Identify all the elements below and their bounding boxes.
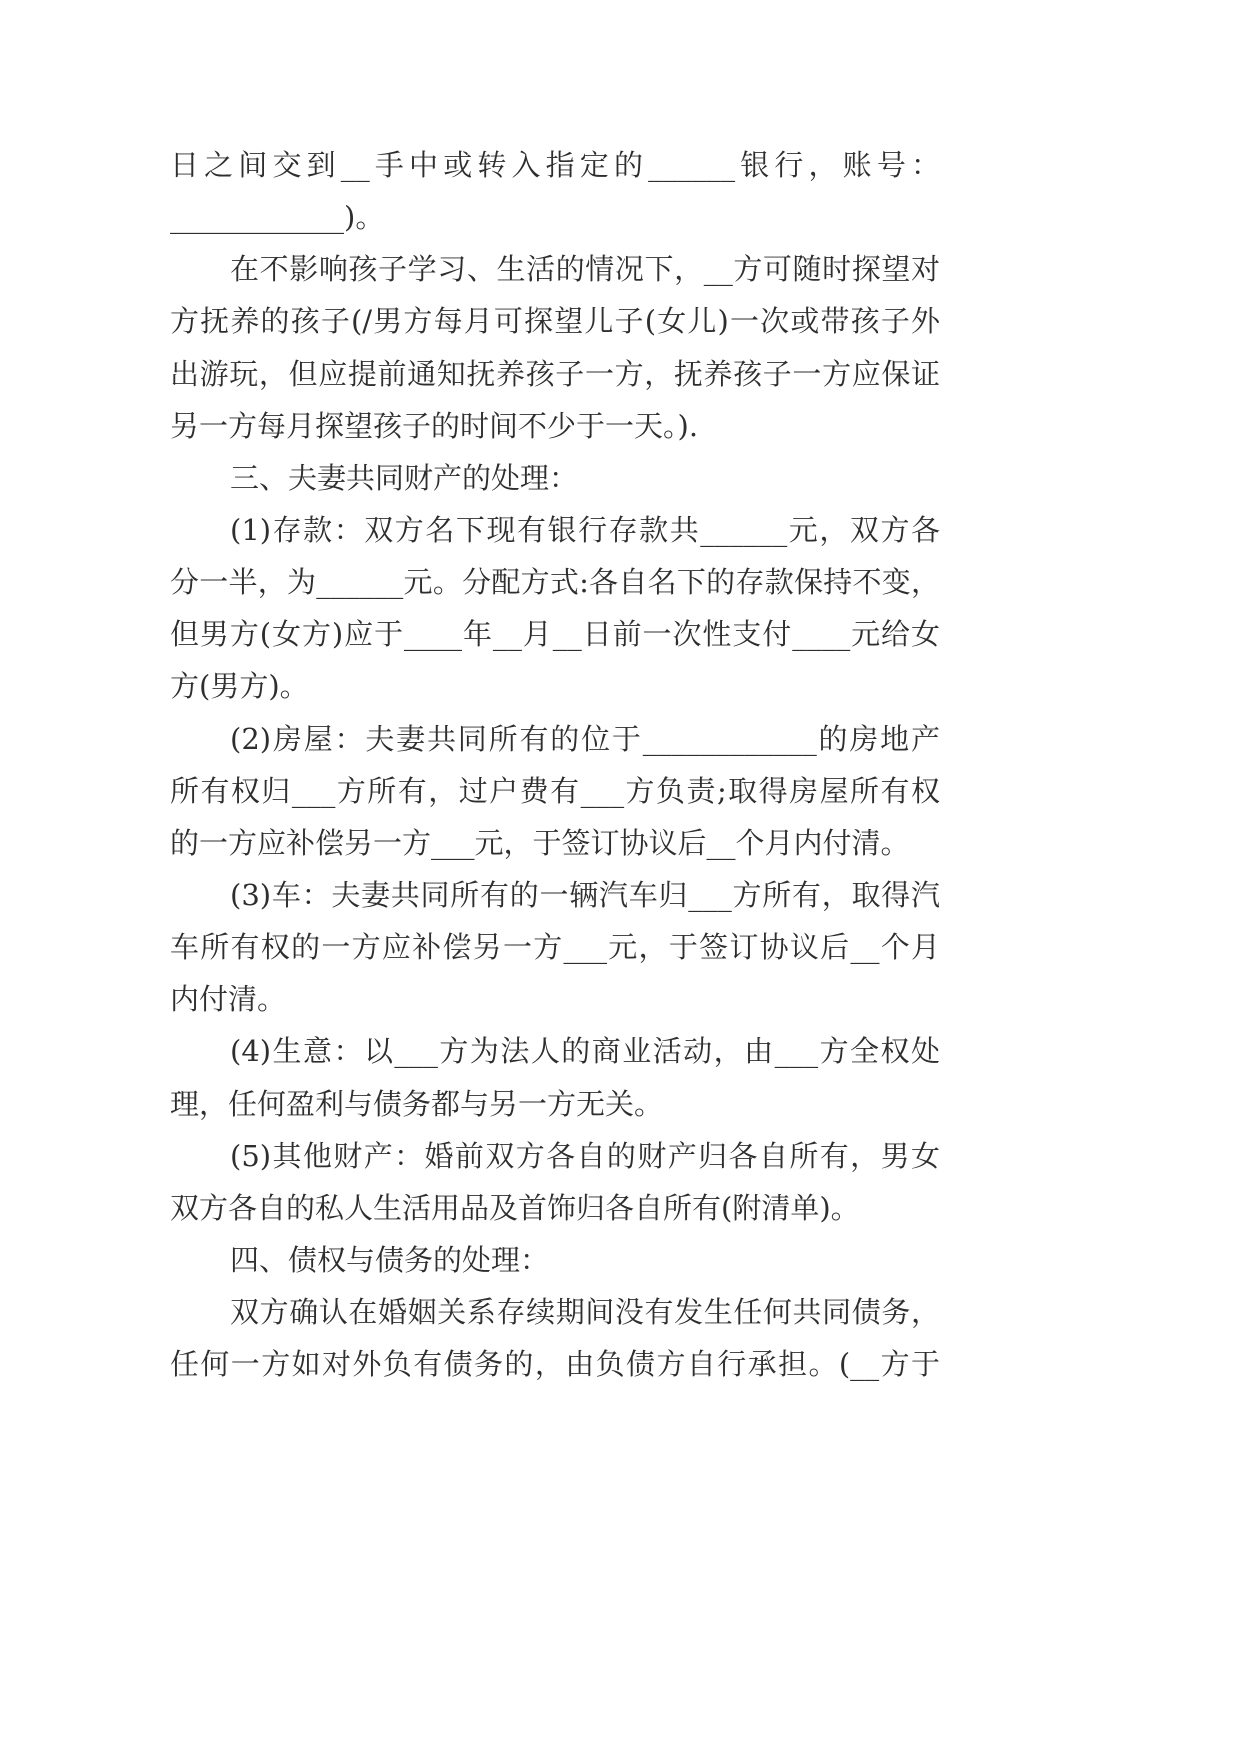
text-line: 分一半，为______元。分配方式:各自名下的存款保持不变， — [170, 565, 940, 600]
paragraph-payment-continuation — [170, 139, 940, 243]
text-line: 车所有权的一方应补偿另一方___元，于签订协议后__个月 — [170, 930, 940, 965]
text-line: 另一方每月探望孩子的时间不少于一天。). — [170, 408, 699, 443]
section-heading: 三、夫妻共同财产的处理： — [230, 460, 579, 495]
text-line: (3)车：夫妻共同所有的一辆汽车归___方所有，取得汽 — [230, 877, 940, 912]
paragraph-other-property — [170, 1130, 940, 1234]
paragraph-visitation — [170, 243, 940, 452]
text-line: 但男方(女方)应于____年__月__日前一次性支付____元给女 — [170, 617, 940, 652]
text-line: 方抚养的孩子(/男方每月可探望儿子(女儿)一次或带孩子外 — [170, 304, 940, 339]
text-line: 所有权归___方所有，过户费有___方负责;取得房屋所有权 — [170, 773, 940, 808]
text-line: ____________)。 — [170, 200, 385, 235]
text-line: (1)存款：双方名下现有银行存款共______元，双方各 — [230, 512, 940, 547]
text-line: (2)房屋：夫妻共同所有的位于____________的房地产 — [230, 721, 940, 756]
paragraph-business — [170, 1025, 940, 1129]
text-line: 日之间交到__手中或转入指定的______银行，账号： — [170, 148, 940, 182]
text-line: 出游玩，但应提前通知抚养孩子一方，抚养孩子一方应保证 — [170, 356, 940, 391]
paragraph-car — [170, 869, 940, 1025]
text-line: 任何一方如对外负有债务的，由负债方自行承担。(__方于 — [170, 1347, 940, 1382]
paragraph-debts — [170, 1286, 940, 1390]
text-line: 理，任何盈利与债务都与另一方无关。 — [170, 1086, 664, 1121]
document-body — [170, 139, 940, 1390]
text-line: 双方确认在婚姻关系存续期间没有发生任何共同债务， — [230, 1295, 940, 1330]
text-line: 双方各自的私人生活用品及首饰归各自所有(附清单)。 — [170, 1190, 860, 1225]
section-heading: 四、债权与债务的处理： — [230, 1242, 550, 1277]
text-line: 的一方应补偿另一方___元，于签订协议后__个月内付清。 — [170, 825, 910, 860]
text-line: 方(男方)。 — [170, 669, 309, 704]
paragraph-deposits — [170, 504, 940, 713]
text-line: (5)其他财产：婚前双方各自的财产归各自所有，男女 — [230, 1138, 940, 1173]
text-line: 内付清。 — [170, 982, 287, 1017]
text-line: (4)生意：以___方为法人的商业活动，由___方全权处 — [230, 1034, 940, 1069]
text-line: 在不影响孩子学习、生活的情况下，__方可随时探望对 — [230, 252, 940, 287]
paragraph-house — [170, 713, 940, 869]
